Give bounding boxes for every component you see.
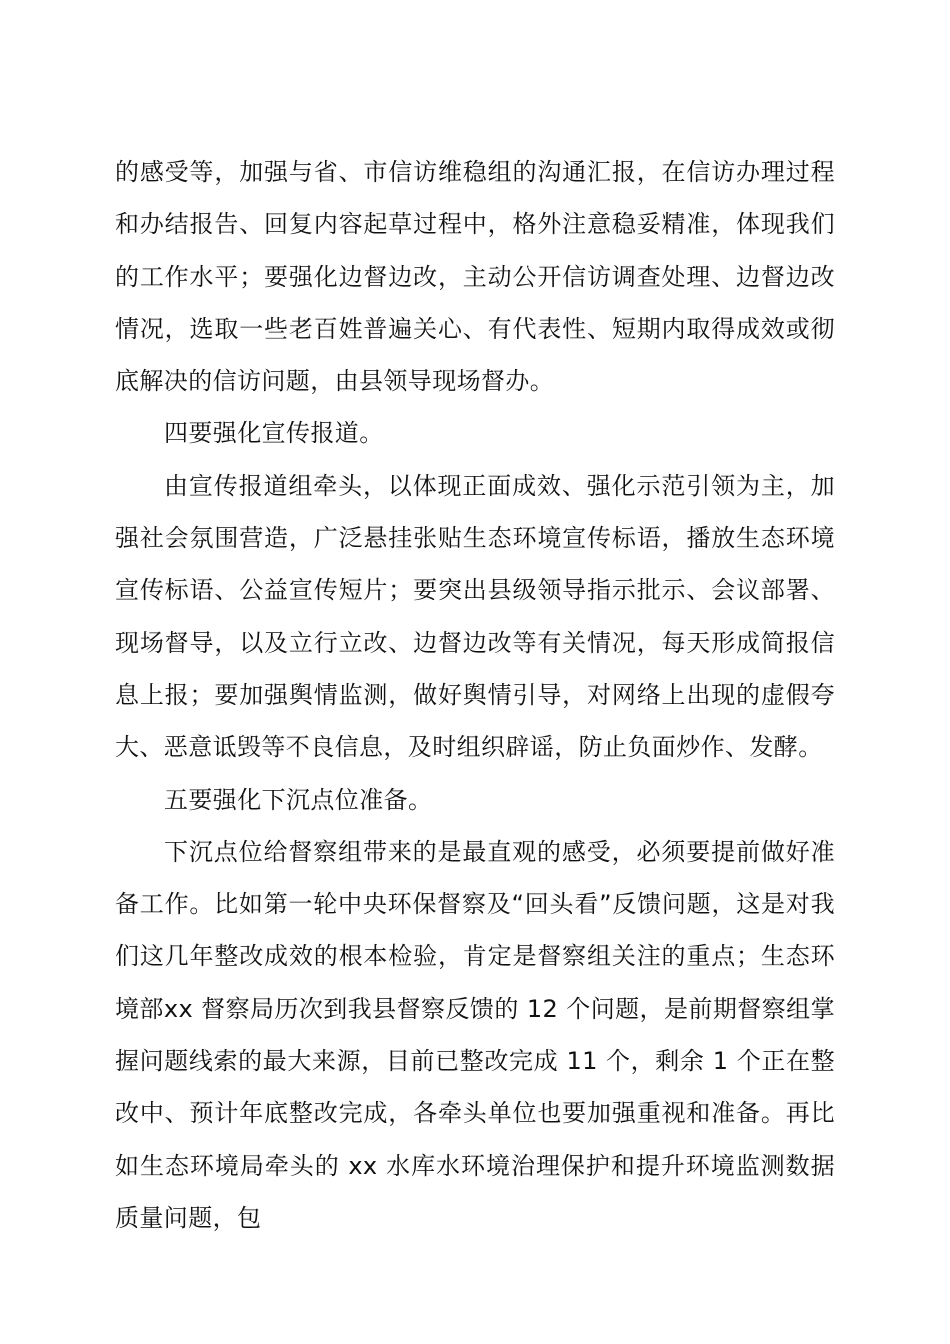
paragraph-site-preparation: 下沉点位给督察组带来的是最直观的感受，必须要提前做好准备工作。比如第一轮中央环保督察及“回头看”反馈问题，这是对我们这几年整改成效的根本检验，肯定是督察组关注的重点；生态环境部xx 督察局历次到我县督察反馈的 12 个问题，是前期督察组掌握问题线索的最大来源，目前已整改完成 11 个，剩余 1 个正在整改中、预计年底整改完成，各牵头单位也要加强重视和准备。再比如生态环境局牵头的 xx 水库水环境治理保护和提升环境监测数据质量问题，包	[115, 837, 835, 1232]
section-heading-publicity: 四要强化宣传报道。	[164, 419, 384, 448]
document-body	[115, 146, 835, 1244]
paragraph-continued: 的感受等，加强与省、市信访维稳组的沟通汇报，在信访办理过程和办结报告、回复内容起草过程中，格外注意稳妥精准，体现我们的工作水平；要强化边督边改，主动公开信访调查处理、边督边改情况，选取一些老百姓普遍关心、有代表性、短期内取得成效或彻底解决的信访问题，由县领导现场督办。	[115, 158, 835, 396]
paragraph-publicity: 由宣传报道组牵头，以体现正面成效、强化示范引领为主，加强社会氛围营造，广泛悬挂张贴生态环境宣传标语，播放生态环境宣传标语、公益宣传短片；要突出县级领导指示批示、会议部署、现场督导，以及立行立改、边督边改等有关情况，每天形成简报信息上报；要加强舆情监测，做好舆情引导，对网络上出现的虚假夸大、恶意诋毁等不良信息，及时组织辟谣，防止负面炒作、发酵。	[115, 471, 835, 762]
section-heading-site-preparation: 五要强化下沉点位准备。	[164, 785, 433, 814]
